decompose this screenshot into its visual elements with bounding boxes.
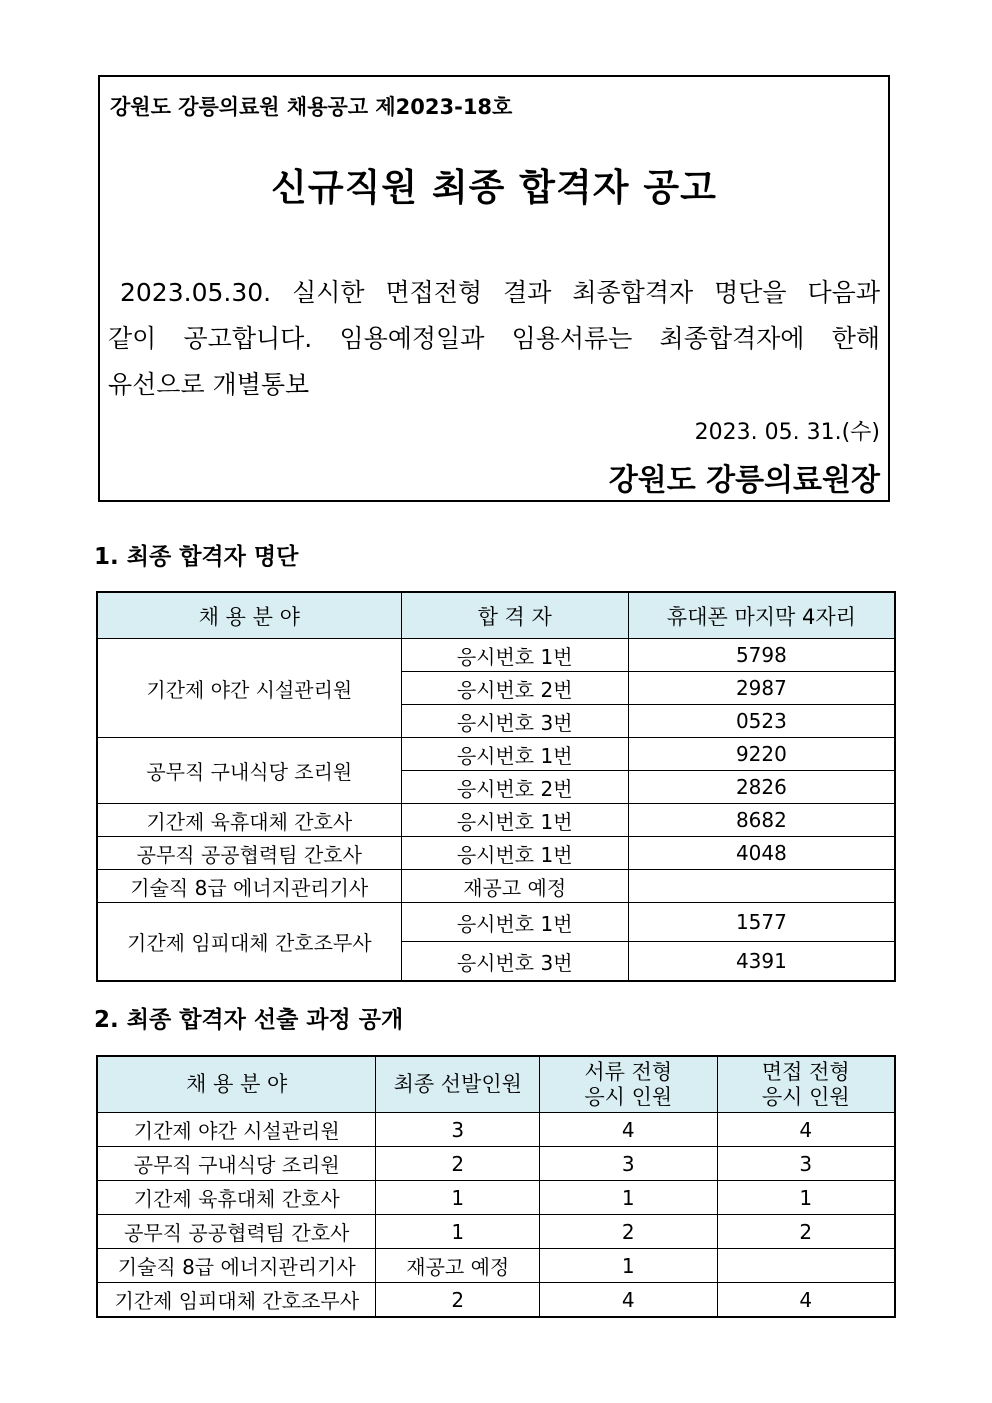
- field-cell: 기간제 야간 시설관리원: [97, 1113, 376, 1147]
- candidate-cell: 응시번호 1번: [401, 837, 628, 870]
- table-row: [97, 804, 895, 837]
- column-header: 면접 전형 응시 인원: [717, 1056, 895, 1113]
- candidate-cell: 응시번호 1번: [401, 804, 628, 837]
- selected-count-cell: 재공고 예정: [376, 1249, 540, 1283]
- selection-process-table: [96, 1055, 896, 1318]
- selected-count-cell: 2: [376, 1283, 540, 1318]
- candidate-cell: 응시번호 1번: [401, 639, 628, 672]
- selected-count-cell: 1: [376, 1181, 540, 1215]
- interview-applicants-cell: 2: [717, 1215, 895, 1249]
- table-header-row: [97, 1056, 895, 1113]
- document-applicants-cell: 4: [540, 1113, 717, 1147]
- table-row: [97, 639, 895, 672]
- candidate-cell: 응시번호 3번: [401, 705, 628, 738]
- phone-cell: 5798: [628, 639, 895, 672]
- candidate-cell: 응시번호 3번: [401, 942, 628, 982]
- interview-applicants-cell: 4: [717, 1113, 895, 1147]
- phone-cell: 2987: [628, 672, 895, 705]
- notice-date: 2023. 05. 31.(수): [694, 420, 880, 445]
- field-cell: 공무직 공공협력팀 간호사: [97, 1215, 376, 1249]
- candidate-cell: 재공고 예정: [401, 870, 628, 903]
- candidate-cell: 응시번호 1번: [401, 903, 628, 942]
- candidate-cell: 응시번호 2번: [401, 771, 628, 804]
- phone-cell: 0523: [628, 705, 895, 738]
- table-row: [97, 1113, 895, 1147]
- column-header: 서류 전형 응시 인원: [540, 1056, 717, 1113]
- document-applicants-cell: 4: [540, 1283, 717, 1318]
- interview-applicants-cell: [717, 1249, 895, 1283]
- field-cell: 기간제 임피대체 간호조무사: [97, 1283, 376, 1318]
- phone-cell: 9220: [628, 738, 895, 771]
- notice-signer: 강원도 강릉의료원장: [608, 463, 880, 498]
- column-header: 합 격 자: [401, 592, 628, 639]
- candidate-cell: 응시번호 2번: [401, 672, 628, 705]
- table-row: [97, 738, 895, 771]
- section1-heading: 1. 최종 합격자 명단: [94, 544, 299, 570]
- interview-applicants-cell: 1: [717, 1181, 895, 1215]
- selected-count-cell: 2: [376, 1147, 540, 1181]
- field-cell: 기술직 8급 에너지관리기사: [97, 870, 401, 903]
- table-row: [97, 1215, 895, 1249]
- notice-body-line-2: 같이 공고합니다. 임용예정일과 임용서류는 최종합격자에 한해: [108, 324, 880, 353]
- table-row: [97, 1249, 895, 1283]
- table-row: [97, 903, 895, 942]
- column-header: 채 용 분 야: [97, 592, 401, 639]
- field-cell: 공무직 구내식당 조리원: [97, 1147, 376, 1181]
- selected-count-cell: 1: [376, 1215, 540, 1249]
- table-row: [97, 1283, 895, 1318]
- field-cell: 기간제 임피대체 간호조무사: [97, 903, 401, 982]
- column-header: 채 용 분 야: [97, 1056, 376, 1113]
- field-cell: 기간제 육휴대체 간호사: [97, 1181, 376, 1215]
- field-cell: 기간제 육휴대체 간호사: [97, 804, 401, 837]
- final-candidates-table: [96, 591, 896, 982]
- notice-body-line-3: 유선으로 개별통보: [108, 370, 310, 399]
- table-row: [97, 1181, 895, 1215]
- phone-cell: 2826: [628, 771, 895, 804]
- notice-number: 강원도 강릉의료원 채용공고 제2023-18호: [110, 95, 513, 119]
- field-cell: 공무직 공공협력팀 간호사: [97, 837, 401, 870]
- interview-applicants-cell: 4: [717, 1283, 895, 1318]
- interview-applicants-cell: 3: [717, 1147, 895, 1181]
- document-applicants-cell: 3: [540, 1147, 717, 1181]
- notice-box: [98, 75, 890, 502]
- selected-count-cell: 3: [376, 1113, 540, 1147]
- field-cell: 공무직 구내식당 조리원: [97, 738, 401, 804]
- column-header: 최종 선발인원: [376, 1056, 540, 1113]
- phone-cell: 4391: [628, 942, 895, 982]
- page-title: 신규직원 최종 합격자 공고: [271, 166, 717, 209]
- table-row: [97, 870, 895, 903]
- column-header: 휴대폰 마지막 4자리: [628, 592, 895, 639]
- phone-cell: 4048: [628, 837, 895, 870]
- field-cell: 기간제 야간 시설관리원: [97, 639, 401, 738]
- document-applicants-cell: 1: [540, 1249, 717, 1283]
- phone-cell: 8682: [628, 804, 895, 837]
- table-row: [97, 1147, 895, 1181]
- phone-cell: [628, 870, 895, 903]
- document-applicants-cell: 2: [540, 1215, 717, 1249]
- document-applicants-cell: 1: [540, 1181, 717, 1215]
- notice-body-line-1: 2023.05.30. 실시한 면접전형 결과 최종합격자 명단을 다음과: [120, 278, 880, 307]
- table-header-row: [97, 592, 895, 639]
- field-cell: 기술직 8급 에너지관리기사: [97, 1249, 376, 1283]
- phone-cell: 1577: [628, 903, 895, 942]
- table-row: [97, 837, 895, 870]
- section2-heading: 2. 최종 합격자 선출 과정 공개: [94, 1007, 404, 1033]
- candidate-cell: 응시번호 1번: [401, 738, 628, 771]
